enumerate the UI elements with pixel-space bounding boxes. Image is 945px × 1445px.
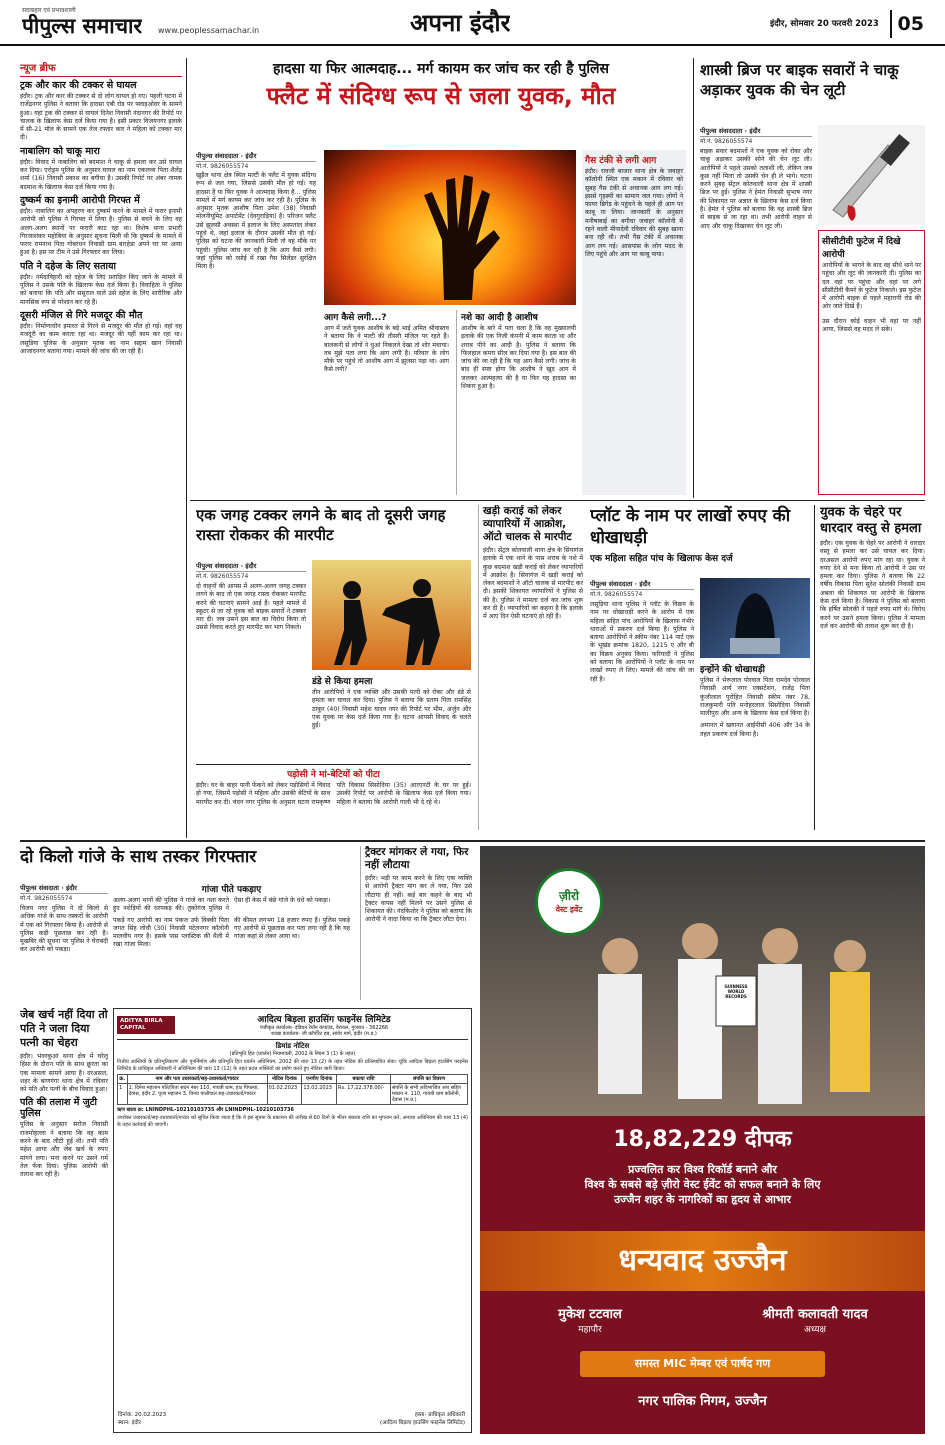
byline: पीपुल्स संवाददाता [196, 152, 239, 160]
plot-story: पीपुल्स संवाददाता · इंदौर मो.नं. 9826055574 लसूड़िया थाना पुलिस ने प्लॉट के विक्रय के नाम पर धोखाधड़ी करने के आरोप में एक महिला सहित पांच आरोपियों के खिलाफ गंभीर धाराओं में प्रकरण दर्ज किया है। पुलिस ने बताया आरोपियों ने स्कीम नंबर 114 पार्ट एक के भूखंड क्रमांक 1820, 1215 ए और बी का विक्रय अनुबंध किया। फरियादी ने पुलिस को बताया कि आरोपियों ने प्लॉट के नाम पर लाखों रुपए ले लिए। मामले की जांच की जा रही है। [590, 580, 694, 683]
dateline: इंदौर, सोमवार 20 फरवरी 2023 [770, 19, 879, 29]
demand-notice [113, 1008, 472, 1433]
notice-branch: शाखा कार्यालय- जी कॉर्पोरेट हब, सांवेर मार्ग, इंदौर (म.प्र.) [271, 1031, 377, 1037]
table-header: एनपीए दिनांक [302, 1075, 337, 1084]
info-box-addict [456, 310, 576, 495]
plot-deck: एक महिला सहित पांच के खिलाफ केस दर्ज [590, 554, 733, 564]
brief-body: इंदौर। निर्माणाधीन इमारत से गिरने से मजदूर की मौत हो गई। वहां वह मजदूरी का काम करता रहा था। मजदूर की यहीं काम कर रहा था। लसूडिया पुलिस के अनुसार मृतक का नाम सद्दाम खान निवासी आजादनगर बताया गया। मामले की जांच की जा रही है। [20, 322, 182, 355]
brief-headline: ट्रक और कार की टक्कर से घायल [20, 80, 137, 91]
ganja-details [113, 882, 350, 1000]
ganja-col2: पकड़े गए आरोपी का नाम पंकज उर्फ विक्की पिता जगत सिंह लोधी (30) निवासी पटेलनगर कॉलोनी मालवीय नगर है। इसके पास प्लास्टिक की थैली में रखा गांजा मिला। [113, 916, 229, 949]
burn-headline: जेब खर्च नहीं दिया तो पति ने जला दिया पत्नी का चेहरा [20, 1008, 108, 1049]
page-number: 05 [890, 10, 924, 38]
notice-table [117, 1074, 468, 1105]
box-headline: आग कैसे लगी...? [324, 313, 387, 323]
gas-fire-headline: गैस टंकी से लगी आग [585, 156, 657, 166]
box-headline: नशे का आदी है आशीष [461, 313, 538, 323]
assault-headline: एक जगह टक्कर लगने के बाद तो दूसरी जगह रास्ता रोककर की मारपीट [196, 506, 446, 544]
tractor-story [360, 846, 472, 1000]
fight-photo [312, 560, 471, 670]
cctv-headline: सीसीटीवी फुटेज में दिखे आरोपी [822, 237, 901, 260]
cctv-box [818, 230, 925, 495]
notice-brand-logo: ADITYA BIRLA CAPITAL [117, 1016, 175, 1034]
ganja-story: पीपुल्स संवादाता · इंदौर मो.नं. 9826055574 विजय नगर पुलिस ने दो किलो से अधिक गांजे के साथ तस्करों के आरोपी में एक को गिरफ्तार किया है। आरोपी से पुलिस कड़ी पूछताछ कर रही है। मुखबिर की सूचना पर पुलिस ने घेराबंदी कर आरोपी को पकड़ा। [20, 884, 108, 954]
byline-city: इंदौर [639, 580, 651, 588]
reporter-mobile: मो.नं. 9826055574 [196, 573, 249, 580]
assault-body: दो वाहनों की आपस में अलग-अलग जगह टक्कर लगने के बाद तो एक जगह रास्ता रोककर मारपीट करने की घटनाएं सामने आई हैं। पहले मामले में स्कूटर से जा रहे युवक को बाइक सवारों ने टक्कर मार दी। जब उसने इस बात का विरोध किया तो उससे विवाद करते हुए मारपीट कर भाग निकले। [196, 583, 306, 632]
table-header: संपत्ति का विवरण [391, 1075, 468, 1084]
notice-date-place [118, 1410, 166, 1426]
byline-city: इंदौर [65, 884, 77, 892]
hacker-photo [700, 578, 810, 658]
byline-city: इंदौर [245, 562, 257, 570]
lead-body: खुड़ैल थाना क्षेत्र स्थित मल्टी के फ्लैट में युवक संदिग्ध रूप से जल गया, जिससे उसकी मौत हो गई। यह हादसा है या फिर युवक ने आत्मदाह किया है... पुलिस मामले में मर्ग कायम कर जांच कर रही है। पुलिस के अनुसार मृतक आशीष पिता उमेश (38) निवासी मोलनीयूमिट अपार्टमेंट (देवगुराड़िया) है। परिजन फ्लैट उसे झुलसी अवस्था में इलाज के लिए अस्पताल लेकर पहुंचे थे, जहां इलाज के दौरान उसकी मौत हो गई। पुलिस को घटना की जानकारी मिली तो वह मौके पर पहुंची। पुलिस जांच कर रही है कि आग कैसे लगी। जहां पुलिस को रसोई में रखा गैस सिलेंडर सुरक्षित मिला है। [196, 172, 316, 271]
badge-subtitle: वेस्ट इवेंट [555, 905, 583, 914]
notice-law: (प्रतिभूति हित (प्रवर्तन) नियमावली, 2002 के नियम 3 (1) के तहत) [229, 1051, 356, 1057]
badge-title: ज़ीरो [558, 889, 580, 903]
section-divider [190, 500, 925, 501]
plot-tail: अमानत में खयानत आईपीसी 406 और 34 के तहत प्रकरण दर्ज किया है। [700, 722, 810, 738]
site-url[interactable]: www.peoplessamachar.in [158, 26, 260, 35]
ad-footer: नगर पालिक निगम, उज्जैन [638, 1394, 767, 1409]
brief-body: इंदौर। नर्मदाविहारी को दहेज के लिए प्रताड़ित किए जाने के मामले में पुलिस ने उसके पति के खिलाफ केस दर्ज किया है। विवाहिता ने पुलिस को बताया कि पति और ससुराल वाले उसे दहेज के लिए शारीरिक और मानसिक रूप से परेशान कर रहे हैं। [20, 273, 182, 306]
mayor-role: महापौर [578, 1325, 602, 1335]
fraudsters-body: पुलिस ने भेरूलाल पोरवाल पिता रामदेव पोरवाल निवासी आर्य नगर एक्सटेंशन, राजेंद्र पिता कुंजीलाल पुरोहित निवासी स्कीम नंबर 78, राजकुमारी पति मनोहरलाल सिसोदिया निवासी मालीपुरा और अन्य के खिलाफ केस दर्ज किया है। [700, 677, 810, 718]
assault-header [196, 505, 471, 555]
stab-headline: युवक के चेहरे पर धारदार वस्तु से हमला [820, 505, 922, 536]
table-cell: संपत्ति के सभी अविभाजित अंश सहित मकान नं. 110, गायत्री धाम कॉलोनी, देवास (म.प्र.) [391, 1084, 468, 1105]
chain-tail: उस दौरान कोई वाहन भी वहां पर नहीं आया, जिससे वह मदद ले सके। [822, 317, 921, 334]
byline: पीपुल्स संवादाता [20, 884, 59, 892]
brief-body: इंदौर। नाबालिग का अपहरण कर दुष्कर्म करने के मामले में फरार इनामी आरोपी को पुलिस ने गिरफ्त में लिया है। पुलिस से बचने के लिए वह अलग-अलग स्थानों पर फरारी काट रहा था। विशेष थाना प्रभारी गिरजाशंकर महोबिया के अनुसार सूचना मिली थी कि दुष्कर्म के मामले में फरार रामनाथ पिता गोबरधन निवासी ग्राम बारहेडा अपने घर पर आया हुआ है। इस पर टीम ने उसे गिरफ्तार कर लिया। [20, 207, 182, 257]
burn-subhead: पति की तलाश में जुटी पुलिस [20, 1097, 98, 1120]
neighbour-headline: पड़ोसी ने मां-बेटियों को पीटा [287, 770, 380, 780]
traders-body: इंदौर। सेंट्रल कोतवाली थाना क्षेत्र के सियागंज इलाके में एक थाने के पास शराब के नशे में कुछ बदमाश खड़ी कराई को लेकर व्यापारियों में आक्रोश है। सियागंज में खड़ी कराई को लेकर बदमाशों ने ऑटो चालक से मारपीट कर दी। इसकी शिकायत व्यापारियों ने पुलिस से की है। पुलिस ने मामला दर्ज कर जांच शुरू कर दी है। व्यापारियों का कहना है कि इलाके में आए दिन ऐसी घटनाएं हो रही हैं। [483, 547, 583, 621]
hooded-hacker-icon [700, 578, 810, 658]
lead-headline: फ्लैट में संदिग्ध रूप से जला युवक, मौत [266, 82, 616, 110]
table-row [118, 1084, 468, 1105]
gas-fire-story [582, 150, 686, 495]
chairman-block [730, 1304, 900, 1335]
traders-story [478, 505, 583, 830]
table-header-row [118, 1075, 468, 1084]
brief-headline: दूसरी मंजिल से गिरे मजदूर की मौत [20, 309, 143, 321]
reporter-mobile: मो.नं. 9826055574 [590, 591, 643, 598]
notice-company: आदित्य बिड़ला हाउसिंग फाइनेंस लिमिटेड [257, 1015, 391, 1025]
dande-headline: डंडे से किया हमला [312, 677, 373, 687]
cctv-body: आरोपियों के भागने के बाद वह सीधे थाने पर पहुंचा और लूट की जानकारी दी। पुलिस का दल वहां पर पहुंचा और वहां पर लगे सीसीटीवी कैमरे के फुटेज निकाले। इस फुटेज में आरोपी बाइक से पहले महारानी रोड की ओर जाते दिखे हैं। [822, 262, 921, 311]
table-cell: 01.02.2023 [267, 1084, 302, 1105]
ganja-header [20, 846, 350, 876]
fire-photo [324, 150, 576, 305]
ganja-col3: की कीमत लगभग 18 हजार रुपए है। पुलिस पकड़े गए आरोपी से पूछताछ कर पता लगा रही है कि यह गांजा कहां से लेकर आया था। [234, 916, 350, 941]
table-header: नोटिस दिनांक [267, 1075, 302, 1084]
notice-sign: हस्ता- प्राधिकृत अधिकारी [414, 1412, 465, 1418]
neighbour-body: इंदौर। घर के बाहर पानी फेंकने को लेकर पड़ोसियों में विवाद हो गया, जिसमें पड़ोसी ने महिला और उसकी बेटियों के साथ मारपीट कर दी। चंदन नगर पुलिस के अनुसार घटना रामकृष्ण पति विकास सिसोदिया (35) आरएनटी के घर पर हुई। उसकी रिपोर्ट पर आरोपी के खिलाफ केस दर्ज किया गया। महिला ने बताया कि आरोपी गाली भी दे रहे थे। [196, 782, 471, 806]
table-cell: 1 [118, 1084, 128, 1105]
section-divider [20, 840, 925, 842]
hand-silhouette-icon [324, 150, 576, 305]
fight-silhouette-icon [312, 560, 471, 670]
dande-box [312, 674, 471, 760]
thanks-banner [480, 1231, 925, 1291]
knife-photo [818, 125, 925, 225]
byline-city: इंदौर [749, 127, 761, 135]
gas-fire-body: इंदौर। रावजी बाजार थाना क्षेत्र के जवाहर कॉलोनी स्थित एक मकान में रविवार को सुबह गैस टंकी से अचानक आग लग गई। इससे गृहस्थी का सामान जल गया। लोगों ने फायर ब्रिगेड के पहुंचने के पहले ही आग पर काबू पा लिया। जानकारी के अनुसार मनीषाबाई का बगीचा जवाहर कॉलोनी में रहने वाली मीनादेवी रविवार की सुबह खाना बना रही थी। तभी गैस टंकी में अचानक आग लग गई। आसपास के लोग मदद के लिए पहुंचे और आग पर काबू पाया। [585, 168, 683, 258]
brief-body: इंदौर। ट्रक और कार की टक्कर से दो लोग घायल हो गए। पहली घटना में राजेंद्रनगर पुलिस ने बताया कि हादसा एबी रोड पर फ्लाइओवर के सामने हुआ। यहां ट्रक की टक्कर से घायल दिनेश निवासी नंदानगर की रिपोर्ट पर चालक के खिलाफ केस दर्ज किया गया है। इसी प्रकार विजयनगर इलाके में सी-21 मॉल के सामने एक तेज रफ्तार कार ने महिला को टक्कर मार दी। [20, 93, 182, 142]
ujjain-ad [480, 846, 925, 1434]
byline: पीपुल्स संवाददाता [590, 580, 633, 588]
box-body: आग में जले युवक आशीष के बड़े भाई अमित श्रीवास्तव ने बताया कि वे मल्टी की तीसरी मंजिल पर रहते हैं। बालकनी से लोगों ने धुआं निकलते देखा तो शोर मचाया। तब मुझे पता लगा कि आग लगी है। परिवार के लोग मौके पर पहुंचे तो आशीष आग में झुलसा पड़ा था। आग कैसे लगी? [324, 325, 449, 374]
table-header: क्र. [119, 1076, 126, 1082]
burn-body: इंदौर। भंवरकुआं थाना क्षेत्र में घरेलू हिंसा के दौरान पति के साथ क्रूरता का एक मामला सामने आया है। दरअसल, शहर के बाणगंगा थाना क्षेत्र में रविवार को पति और पत्नी के बीच विवाद हुआ। [20, 1053, 108, 1094]
ganja-body: विजय नगर पुलिस ने दो किलो से अधिक गांजे के साथ तस्करों के आरोपी में एक को गिरफ्तार किया है। आरोपी से पुलिस कड़ी पूछताछ कर रही है। मुखबिर की सूचना पर पुलिस ने घेराबंदी कर आरोपी को पकड़ा। [20, 905, 108, 954]
ad-text [480, 1126, 925, 1207]
mayor-name: मुकेश टटवाल [558, 1307, 622, 1322]
ganja-headline: दो किलो गांजे के साथ तस्कर गिरफ्तार [20, 847, 257, 867]
ad-diya-count: 18,82,229 दीपक [613, 1127, 792, 1152]
mayor-block [510, 1304, 670, 1335]
table-cell: 13.02.2023 [302, 1084, 337, 1105]
masthead [0, 0, 945, 46]
logo: पीपुल्स समाचार [22, 14, 143, 38]
box-body: आशीष के बारे में पता चला है कि वह मुख्यालयी इलाके की एक निजी कंपनी में काम करता था और शराब पीने का आदी है। पुलिस ने बताया कि फिलहाल कमरा सील कर दिया गया है। इस बात की जांच की जा रही है कि यह आग कैसे लगी। जांच के बाद ही स्पष्ट होगा कि आशीष ने खुद आग में जलकर आत्महत्या की है या फिर यह हादसा का शिकार हुआ है। [461, 325, 576, 391]
chain-body: बाइक सवार बदमाशों ने एक युवक को रोका और चाकू अड़ाकर उसकी सोने की चेन लूट ली। आरोपियों ने पहले उसको तलाशी ली, लेकिन जब कुछ नहीं मिला तो उसकी चेन ही ले भागे। घटना करने सुबह सेंट्रल कोतवाली थाना क्षेत्र में शास्त्री ब्रिज पर हुई। पुलिस ने हेमंत निवासी सुभाष नगर की शिकायत पर अज्ञात के खिलाफ केस दर्ज किया है। हेमंत ने पुलिस को बताया कि वह शास्त्री ब्रिज से बाइक से जा रहा था। तभी आरोपी वाहन से आए और चाकू दिखाकर चेन लूट ली। [700, 148, 812, 230]
brief-headline: नाबालिग को चाकू मारा [20, 145, 100, 157]
news-brief-label: न्यूज ब्रीफ [20, 60, 182, 77]
reporter-mobile: मो.नं. 9826055574 [20, 895, 73, 902]
column-divider [693, 58, 694, 498]
burn-story [20, 1008, 108, 1433]
plot-header [590, 505, 810, 575]
column-divider [186, 58, 187, 838]
notice-place: स्थान: इंदौर [118, 1420, 141, 1426]
section-title: अपना इंदौर [410, 9, 511, 37]
knife-icon [818, 125, 925, 225]
chairman-role: अध्यक्ष [804, 1325, 826, 1335]
plot-headline: प्लॉट के नाम पर लाखों रुपए की धोखाधड़ी [590, 506, 791, 548]
notice-sign-company: (आदित्य बिड़ला हाउसिंग फाइनेंस लिमिटेड) [379, 1420, 465, 1426]
brief-body: इंदौर। विवाद में नाबालिग को बदमाश ने चाकू से हमला कर उसे घायल कर दिया। एरोड्रम पुलिस के अनुसार घायल का नाम एकलव्य पिता शैलेंद्र शर्मा (16) निवासी प्रकाश का बगीचा है। उसकी रिपोर्ट पर अंबर नामक बदमाश के खिलाफ केस दर्ज किया गया है। [20, 158, 182, 191]
notice-date: दिनांक: 20.02.2023 [118, 1412, 167, 1418]
notice-office: पंजीकृत कार्यालय- इंडियन रेयॉन कंपाउंड, वेरावल, गुजरात - 362266 [259, 1025, 389, 1031]
chairman-name: श्रीमती कलावती यादव [762, 1307, 868, 1322]
table-header: बकाया राशि [337, 1075, 391, 1084]
lead-kicker: हादसा या फिर आत्मदाह... मर्ग कायम कर जांच कर रही है पुलिस [273, 61, 609, 77]
table-cell: Rs. 17,22,378.00/- [337, 1084, 391, 1105]
notice-loan-account: ऋण खाता क्र: LNINDPHL-10210103735 और LNINDPHL-10210103736 [117, 1107, 295, 1113]
neighbour-story [196, 764, 471, 832]
chain-story-header [700, 60, 925, 130]
notice-intro: वित्तीय आस्तियों के प्रतिभूतिकरण और पुनर्निर्माण और प्रतिभूति हित प्रवर्तन अधिनियम, 2002 की धारा 13 (2) के तहत नोटिस की प्रतिस्थापित सेवा। चूंकि आदित्य बिड़ला हाउसिंग फाइनेंस लिमिटेड के प्राधिकृत अधिकारी ने अधिनियम की धारा 13 (12) के तहत प्रदत्त शक्तियों का प्रयोग करते हुए नोटिस जारी किया। [117, 1059, 468, 1072]
notice-title: डिमांड नोटिस [275, 1042, 310, 1050]
traders-headline: खड़ी कराई को लेकर व्यापारियों में आक्रोश, ऑटो चालक से मारपीट [483, 505, 572, 543]
assault-story: पीपुल्स संवाददाता · इंदौर मो.नं. 9826055574 दो वाहनों की आपस में अलग-अलग जगह टक्कर लगने के बाद तो एक जगह रास्ता रोककर मारपीट करने की घटनाएं सामने आई हैं। पहले मामले में स्कूटर से जा रहे युवक को बाइक सवारों ने टक्कर मार दी। जब उसने इस बात का विरोध किया तो उससे विवाद करते हुए मारपीट कर भाग निकले। [196, 562, 306, 632]
table-cell: 1. दिनेश महाजन पति/पिता सदन नंबर 110, गायत्री धाम, हाट पिपल्या, देवास, इंदौर 2. पूजा महाजन 3. विनय पालीवाल सह-उधारकर्ता/गारंटर [127, 1084, 267, 1105]
table-header: नाम और पता उधारकर्ता/सह-उधारकर्ता/गारंटर [127, 1075, 267, 1084]
tractor-headline: ट्रैक्टर मांगकर ले गया, फिर नहीं लौटाया [365, 846, 469, 871]
byline: पीपुल्स संवाददाता [196, 562, 239, 570]
notice-footer-text: उपरोक्त उधारकर्ता/सह-उधारकर्ता/गारंटर को सूचित किया जाता है कि वे इस सूचना के प्रकाशन की तारीख से 60 दिनों के भीतर बकाया राशि का भुगतान करें, अन्यथा अधिनियम की धारा 13 (4) के तहत कार्रवाई की जाएगी। [117, 1115, 468, 1128]
fraudsters-headline: इन्होंने की धोखाधड़ी [700, 665, 765, 675]
members-banner: समस्त MIC मेम्बर एवं पार्षद गण [580, 1351, 825, 1377]
plot-body: लसूड़िया थाना पुलिस ने प्लॉट के विक्रय के नाम पर धोखाधड़ी करने के आरोप में एक महिला सहित पांच आरोपियों के खिलाफ गंभीर धाराओं में प्रकरण दर्ज किया है। पुलिस ने बताया आरोपियों ने स्कीम नंबर 114 पार्ट एक के भूखंड क्रमांक 1820, 1215 ए और बी का विक्रय अनुबंध किया। फरियादी ने पुलिस को बताया कि आरोपियों ने प्लॉट के नाम पर लाखों रुपए ले लिए। मामले की जांच की जा रही है। [590, 601, 694, 683]
tagline: सदाबहार एवं प्रभावशाली [22, 7, 76, 14]
zero-waste-badge [535, 868, 603, 936]
stab-body: इंदौर। एक युवक के चेहरे पर आरोपी ने धारदार वस्तु से हमला कर उसे घायल कर दिया। दरअसल आरोपी रुपए मांग रहा था। युवक ने रुपए देने से मना किया तो आरोपी ने उस पर हमला कर दिया। पुलिस ने बताया कि 22 वर्षीय विकास पिता सुरेश सोलंकी निवासी ग्राम अबला की शिकायत पर आरोपी के खिलाफ केस दर्ज किया है। विकास ने पुलिस को बताया कि हर्षित सोलंकी ने पहले रुपए मांगे थे। विरोध करने पर उसने हमला किया। पुलिस ने मामला दर्ज कर आरोपी की तलाश शुरू कर दी है। [820, 540, 925, 630]
byline-city: इंदौर [245, 152, 257, 160]
reporter-mobile: मो.नं. 9826055574 [196, 163, 249, 170]
stab-story [820, 505, 925, 830]
ad-line-3: उज्जैन शहर के नागरिकों का हृदय से आभार [614, 1193, 791, 1206]
thanks-text: धन्यवाद उज्जैन [618, 1243, 787, 1278]
fraudsters-box [700, 662, 810, 830]
brief-headline: दुष्कर्म का इनामी आरोपी गिरफ्त में [20, 194, 140, 206]
notice-signature [380, 1410, 465, 1426]
ganja-box-headline: गांजा पीते पकड़ाए [201, 885, 262, 895]
dande-body: तीन आरोपियों ने एक व्यक्ति और उसकी पत्नी को रोका और डंडे से हमला कर घायल कर दिया। पुलिस ने बताया कि प्रताप पिता रामसिंह ठाकुर (40) निवासी महेश यादव नगर की रिपोर्ट पर भीम, अर्जुन और एक युवक पर केस दर्ज किया गया है। घटना आपसी विवाद के चलते हुई। [312, 689, 471, 730]
reporter-mobile: मो.नं. 9826055574 [700, 138, 753, 145]
chain-story: पीपुल्स संवाददाता · इंदौर मो.नं. 9826055574 बाइक सवार बदमाशों ने एक युवक को रोका और चाकू अड़ाकर उसकी सोने की चेन लूट ली। आरोपियों ने पहले उसको तलाशी ली, लेकिन जब कुछ नहीं मिला तो उसकी चेन ही ले भागे। घटना करने सुबह सेंट्रल कोतवाली थाना क्षेत्र में शास्त्री ब्रिज पर हुई। पुलिस ने हेमंत निवासी सुभाष नगर की शिकायत पर अज्ञात के खिलाफ केस दर्ज किया है। हेमंत ने पुलिस को बताया कि वह शास्त्री ब्रिज से बाइक से जा रहा था। तभी आरोपी वाहन से आए और चाकू दिखाकर चेन लूट ली। [700, 127, 812, 230]
ad-line-2: विश्व के सबसे बड़े ज़ीरो वेस्ट ईवेंट को सफल बनाने के लिए [584, 1178, 821, 1191]
column-divider [814, 505, 815, 830]
byline: पीपुल्स संवाददाता [700, 127, 743, 135]
lead-column: पीपुल्स संवाददाता · इंदौर मो.नं. 9826055574 खुड़ैल थाना क्षेत्र स्थित मल्टी के फ्लैट में युवक संदिग्ध रूप से जल गया, जिससे उसकी मौत हो गई। यह हादसा है या फिर युवक ने आत्मदाह किया है... पुलिस मामले में मर्ग कायम कर जांच कर रही है। पुलिस के अनुसार मृतक आशीष पिता उमेश (38) निवासी मोलनीयूमिट अपार्टमेंट (देवगुराड़िया) है। परिजन फ्लैट उसे झुलसी अवस्था में इलाज के लिए अस्पताल लेकर पहुंचे थे, जहां इलाज के दौरान उसकी मौत हो गई। पुलिस को घटना की जानकारी मिली तो वह मौके पर पहुंची। पुलिस जांच कर रही है कि आग कैसे लगी। जहां पुलिस को रसोई में रखा गैस सिलेंडर सुरक्षित मिला है। [196, 152, 316, 271]
chain-headline: शास्त्री ब्रिज पर बाइक सवारों ने चाकू अड़ाकर युवक की चेन लूटी [700, 61, 899, 99]
ganja-box-body: अलग-अलग थानों की पुलिस ने गांजे का नशा करते हुए नशेड़ियों की धरपकड़ की। तुकोगंज पुलिस ने ऐसा ही केस में बंछे गांजे के धंधे को पकड़ा। [113, 897, 331, 913]
ad-line-1: प्रज्वलित कर विश्व रिकॉर्ड बनाने और [628, 1163, 777, 1176]
brief-headline: पति ने दहेज के लिए सताया [20, 260, 116, 272]
info-box-fire [324, 310, 449, 495]
record-certificate: GUINNESS WORLD RECORDS [724, 984, 748, 999]
ad-photo [480, 846, 925, 1116]
tractor-body: इंदौर। भड़ी पर काम करने के लिए एक व्यक्ति से आरोपी ट्रैक्टर मांग कर ले गया, फिर उसे लौटाया ही नहीं। कई बार कहने के बाद भी ट्रैक्टर वापस नहीं मिलने पर उसने पुलिस से शिकायत की। नंदकिशोर ने पुलिस को बताया कि आरोपी ने वादा किया था कि ट्रैक्टर लौटा देगा। [365, 875, 472, 924]
burn-body-2: पुलिस के अनुसार सरोज निवासी राजमोहल्ला ने बताया कि वह काम करने के बाद लौटी हुई थी। तभी पति महेश आया और जेब खर्च के रुपए मांगने लगा। मना करने पर उसने गर्म तेल फेंक दिया। पुलिस आरोपी की तलाश कर रही है। [20, 1121, 108, 1179]
news-brief-column [20, 60, 182, 832]
